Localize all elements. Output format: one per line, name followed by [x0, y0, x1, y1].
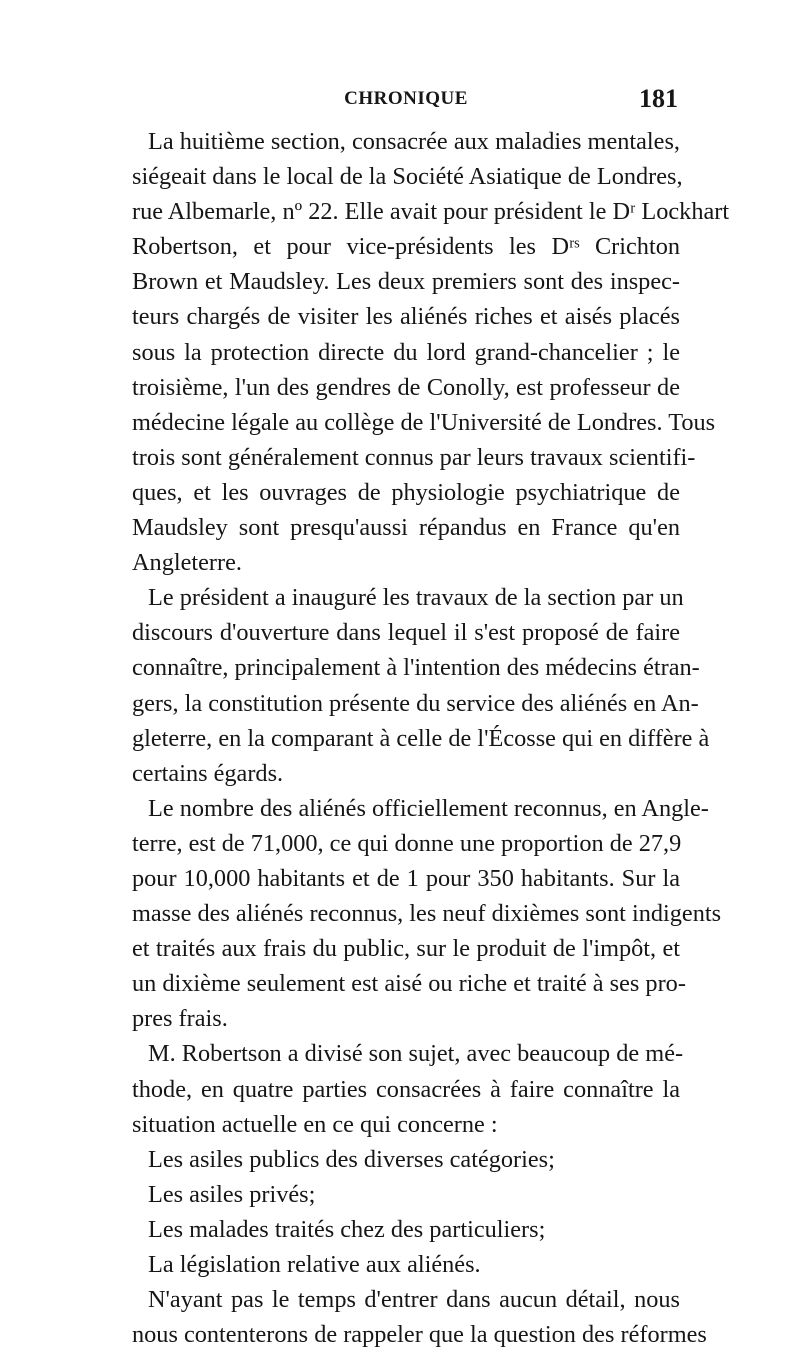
page-number: 181	[639, 84, 678, 113]
text-line: Angleterre.	[132, 549, 242, 577]
running-head	[132, 84, 680, 118]
list-item: Les asiles privés;	[148, 1180, 316, 1208]
text-line: situation actuelle en ce qui concerne :	[132, 1110, 498, 1138]
text-line: gers, la constitution présente du service des aliénés en An-	[132, 689, 699, 717]
text-line: rue Albemarle, nº 22. Elle avait pour président le Dʳ Lockhart	[132, 198, 730, 226]
text-line: pour 10,000 habitants et de 1 pour 350 habitants. Sur la	[132, 864, 680, 892]
text-line: teurs chargés de visiter les aliénés riches et aisés placés	[132, 303, 680, 331]
text-line: troisième, l'un des gendres de Conolly, est professeur de	[132, 373, 680, 401]
text-line: nous contenterons de rappeler que la question des réformes	[132, 1321, 707, 1349]
text-line: Le nombre des aliénés officiellement reconnus, en Angle-	[148, 794, 709, 822]
text-line: Maudsley sont presqu'aussi répandus en France qu'en	[132, 514, 680, 542]
text-line: sous la protection directe du lord grand-chancelier ; le	[132, 338, 680, 366]
text-line: masse des aliénés reconnus, les neuf dixièmes sont indigents	[132, 900, 722, 928]
text-line: N'ayant pas le temps d'entrer dans aucun détail, nous	[148, 1286, 680, 1314]
text-line: terre, est de 71,000, ce qui donne une proportion de 27,9	[132, 829, 682, 857]
paragraph-1	[132, 124, 730, 580]
text-line: Robertson, et pour vice-présidents les Dʳˢ Crichton	[132, 233, 680, 261]
paragraph-closing	[132, 1282, 707, 1352]
paragraph-3	[132, 791, 722, 1037]
text-line: La huitième section, consacrée aux maladies mentales,	[148, 128, 680, 155]
text-line: connaître, principalement à l'intention des médecins étran-	[132, 654, 700, 682]
text-line: Brown et Maudsley. Les deux premiers sont des inspec-	[132, 268, 680, 296]
text-line: ques, et les ouvrages de physiologie psychiatrique de	[132, 478, 680, 506]
text-line: un dixième seulement est aisé ou riche et traité à ses pro-	[132, 970, 686, 998]
text-line: gleterre, en la comparant à celle de l'Écosse qui en diffère à	[132, 724, 710, 752]
paragraph-2	[132, 580, 710, 791]
text-line: M. Robertson a divisé son sujet, avec beaucoup de mé-	[148, 1040, 684, 1068]
running-title: CHRONIQUE	[344, 88, 468, 109]
list-item: Les asiles publics des diverses catégories;	[148, 1145, 555, 1173]
topic-list	[132, 1142, 680, 1282]
text-line: discours d'ouverture dans lequel il s'est proposé de faire	[132, 619, 680, 647]
text-line: trois sont généralement connus par leurs travaux scientifi-	[132, 443, 696, 471]
list-item: La législation relative aux aliénés.	[148, 1251, 481, 1278]
text-line: siégeait dans le local de la Société Asiatique de Londres,	[132, 163, 683, 191]
list-item: Les malades traités chez des particuliers;	[148, 1215, 546, 1243]
text-line: et traités aux frais du public, sur le produit de l'impôt, et	[132, 935, 680, 963]
text-line: médecine légale au collège de l'Université de Londres. Tous	[132, 408, 716, 436]
text-line: certains égards.	[132, 759, 284, 787]
body-text	[132, 124, 730, 1352]
text-line: pres frais.	[132, 1005, 228, 1033]
paragraph-4	[132, 1036, 684, 1141]
text-line: Le président a inauguré les travaux de la section par un	[148, 584, 684, 612]
text-line: thode, en quatre parties consacrées à faire connaître la	[132, 1075, 680, 1103]
